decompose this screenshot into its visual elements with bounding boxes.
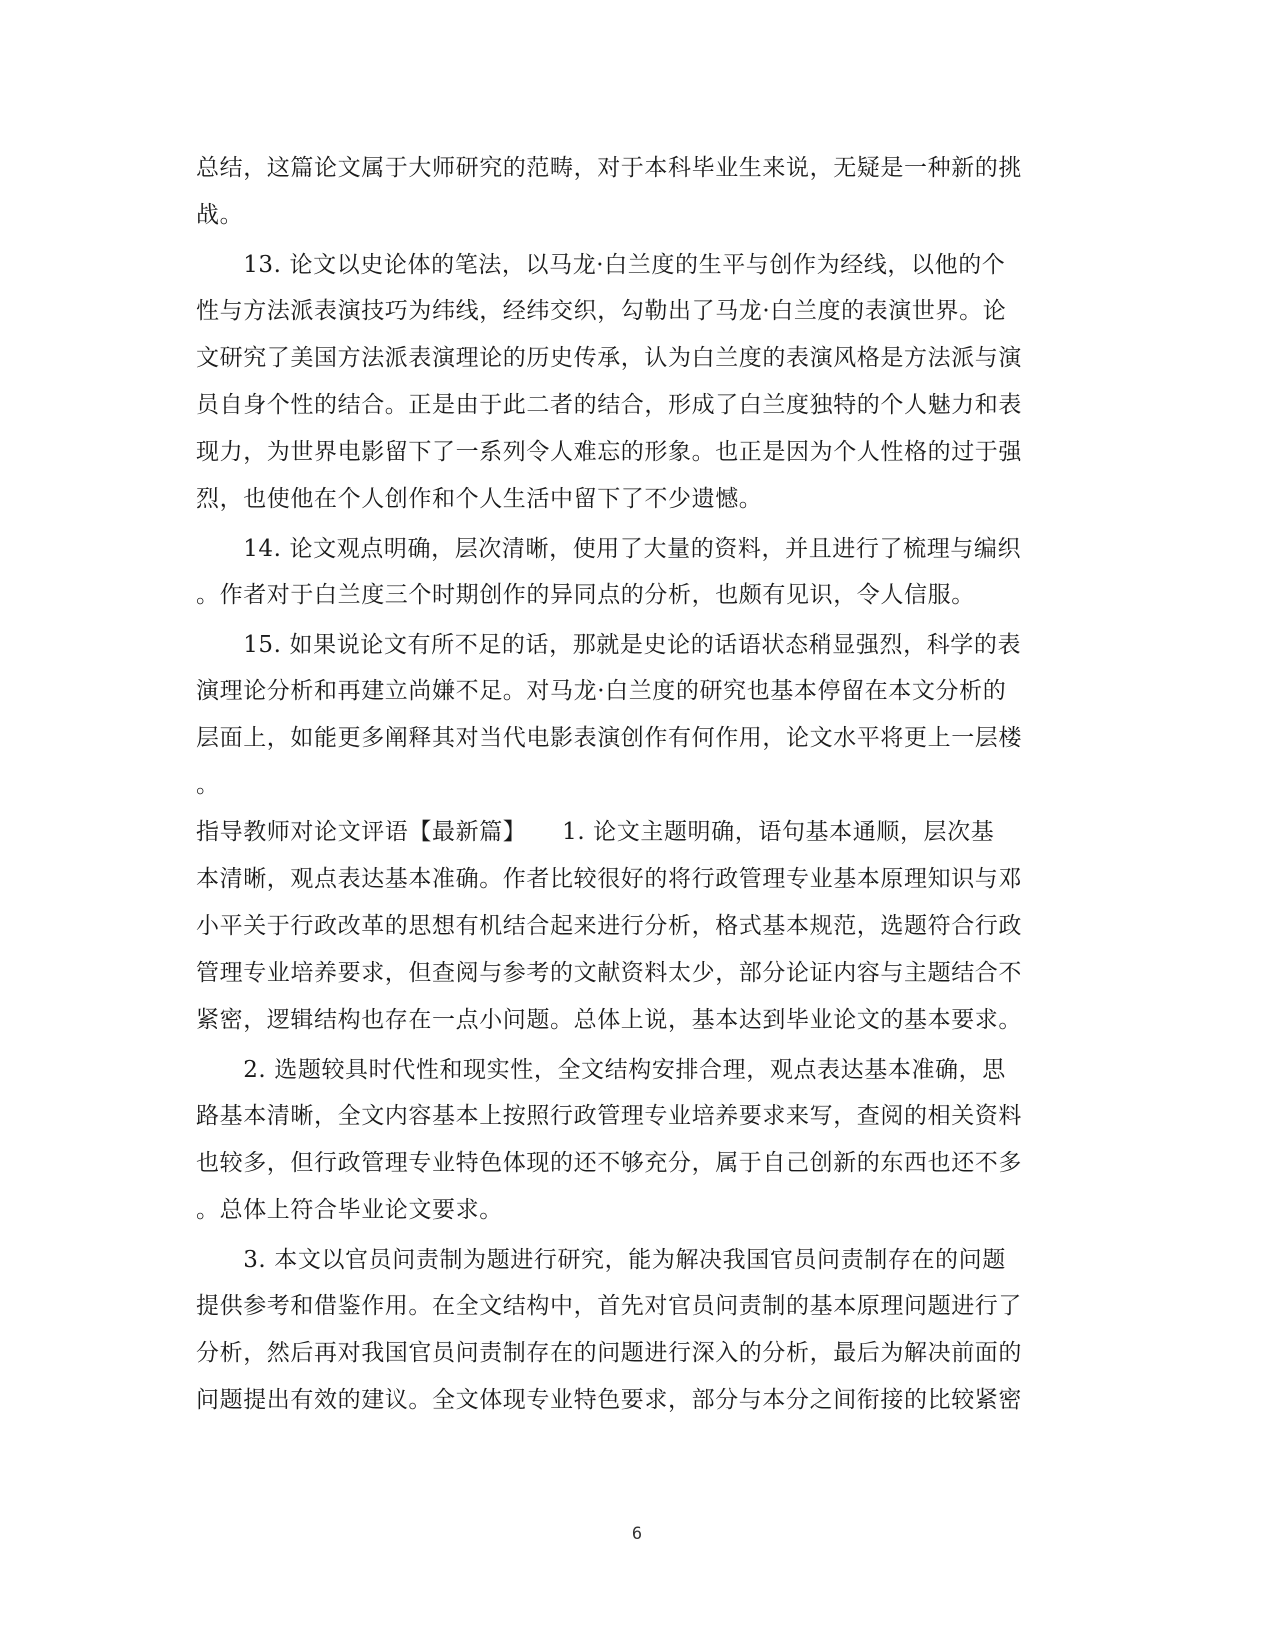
text-line: 本清晰，观点表达基本准确。作者比较很好的将行政管理专业基本原理知识与邓 (196, 866, 1022, 892)
text-line: 战。 (196, 202, 244, 228)
paragraph-14-line: 14. 论文观点明确，层次清晰，使用了大量的资料，并且进行了梳理与编织 (196, 536, 1022, 562)
text-line: 紧密，逻辑结构也存在一点小问题。总体上说，基本达到毕业论文的基本要求。 (196, 1007, 1022, 1033)
paragraph-15-line: 15. 如果说论文有所不足的话，那就是史论的话语状态稍显强烈，科学的表 (196, 632, 1022, 658)
text-line: 性与方法派表演技巧为纬线，经纬交织，勾勒出了马龙·白兰度的表演世界。论 (196, 298, 1007, 324)
text-line: 也较多，但行政管理专业特色体现的还不够充分，属于自己创新的东西也还不多 (196, 1150, 1022, 1176)
text-line: 现力，为世界电影留下了一系列令人难忘的形象。也正是因为个人性格的过于强 (196, 439, 1022, 465)
paragraph-2-line: 2. 选题较具时代性和现实性，全文结构安排合理，观点表达基本准确，思 (196, 1057, 1006, 1083)
text-line: 管理专业培养要求，但查阅与参考的文献资料太少，部分论证内容与主题结合不 (196, 960, 1022, 986)
text-line: 层面上，如能更多阐释其对当代电影表演创作有何作用，论文水平将更上一层楼 (196, 725, 1022, 751)
text-line: 。总体上符合毕业论文要求。 (196, 1197, 503, 1223)
text-line: 总结，这篇论文属于大师研究的范畴，对于本科毕业生来说，无疑是一种新的挑 (196, 155, 1022, 181)
section-heading-line: 指导教师对论文评语【最新篇】 1. 论文主题明确，语句基本通顺，层次基 (196, 819, 995, 845)
paragraph-3-line: 3. 本文以官员问责制为题进行研究，能为解决我国官员问责制存在的问题 (196, 1247, 1006, 1273)
text-line: 演理论分析和再建立尚嫌不足。对马龙·白兰度的研究也基本停留在本文分析的 (196, 678, 1007, 704)
paragraph-13-line: 13. 论文以史论体的笔法，以马龙·白兰度的生平与创作为经线，以他的个 (196, 252, 1006, 278)
text-line: 员自身个性的结合。正是由于此二者的结合，形成了白兰度独特的个人魅力和表 (196, 392, 1022, 418)
text-line: 。作者对于白兰度三个时期创作的异同点的分析，也颇有见识，令人信服。 (196, 582, 975, 608)
text-line: 小平关于行政改革的思想有机结合起来进行分析，格式基本规范，选题符合行政 (196, 913, 1022, 939)
text-line: 路基本清晰，全文内容基本上按照行政管理专业培养要求来写，查阅的相关资料 (196, 1103, 1022, 1129)
text-line: 。 (196, 772, 220, 798)
text-line: 烈，也使他在个人创作和个人生活中留下了不少遗憾。 (196, 486, 763, 512)
text-line: 文研究了美国方法派表演理论的历史传承，认为白兰度的表演风格是方法派与演 (196, 345, 1022, 371)
text-line: 提供参考和借鉴作用。在全文结构中，首先对官员问责制的基本原理问题进行了 (196, 1293, 1022, 1319)
text-line: 问题提出有效的建议。全文体现专业特色要求，部分与本分之间衔接的比较紧密 (196, 1387, 1022, 1413)
page-number: 6 (631, 1524, 643, 1544)
text-line: 分析，然后再对我国官员问责制存在的问题进行深入的分析，最后为解决前面的 (196, 1340, 1022, 1366)
